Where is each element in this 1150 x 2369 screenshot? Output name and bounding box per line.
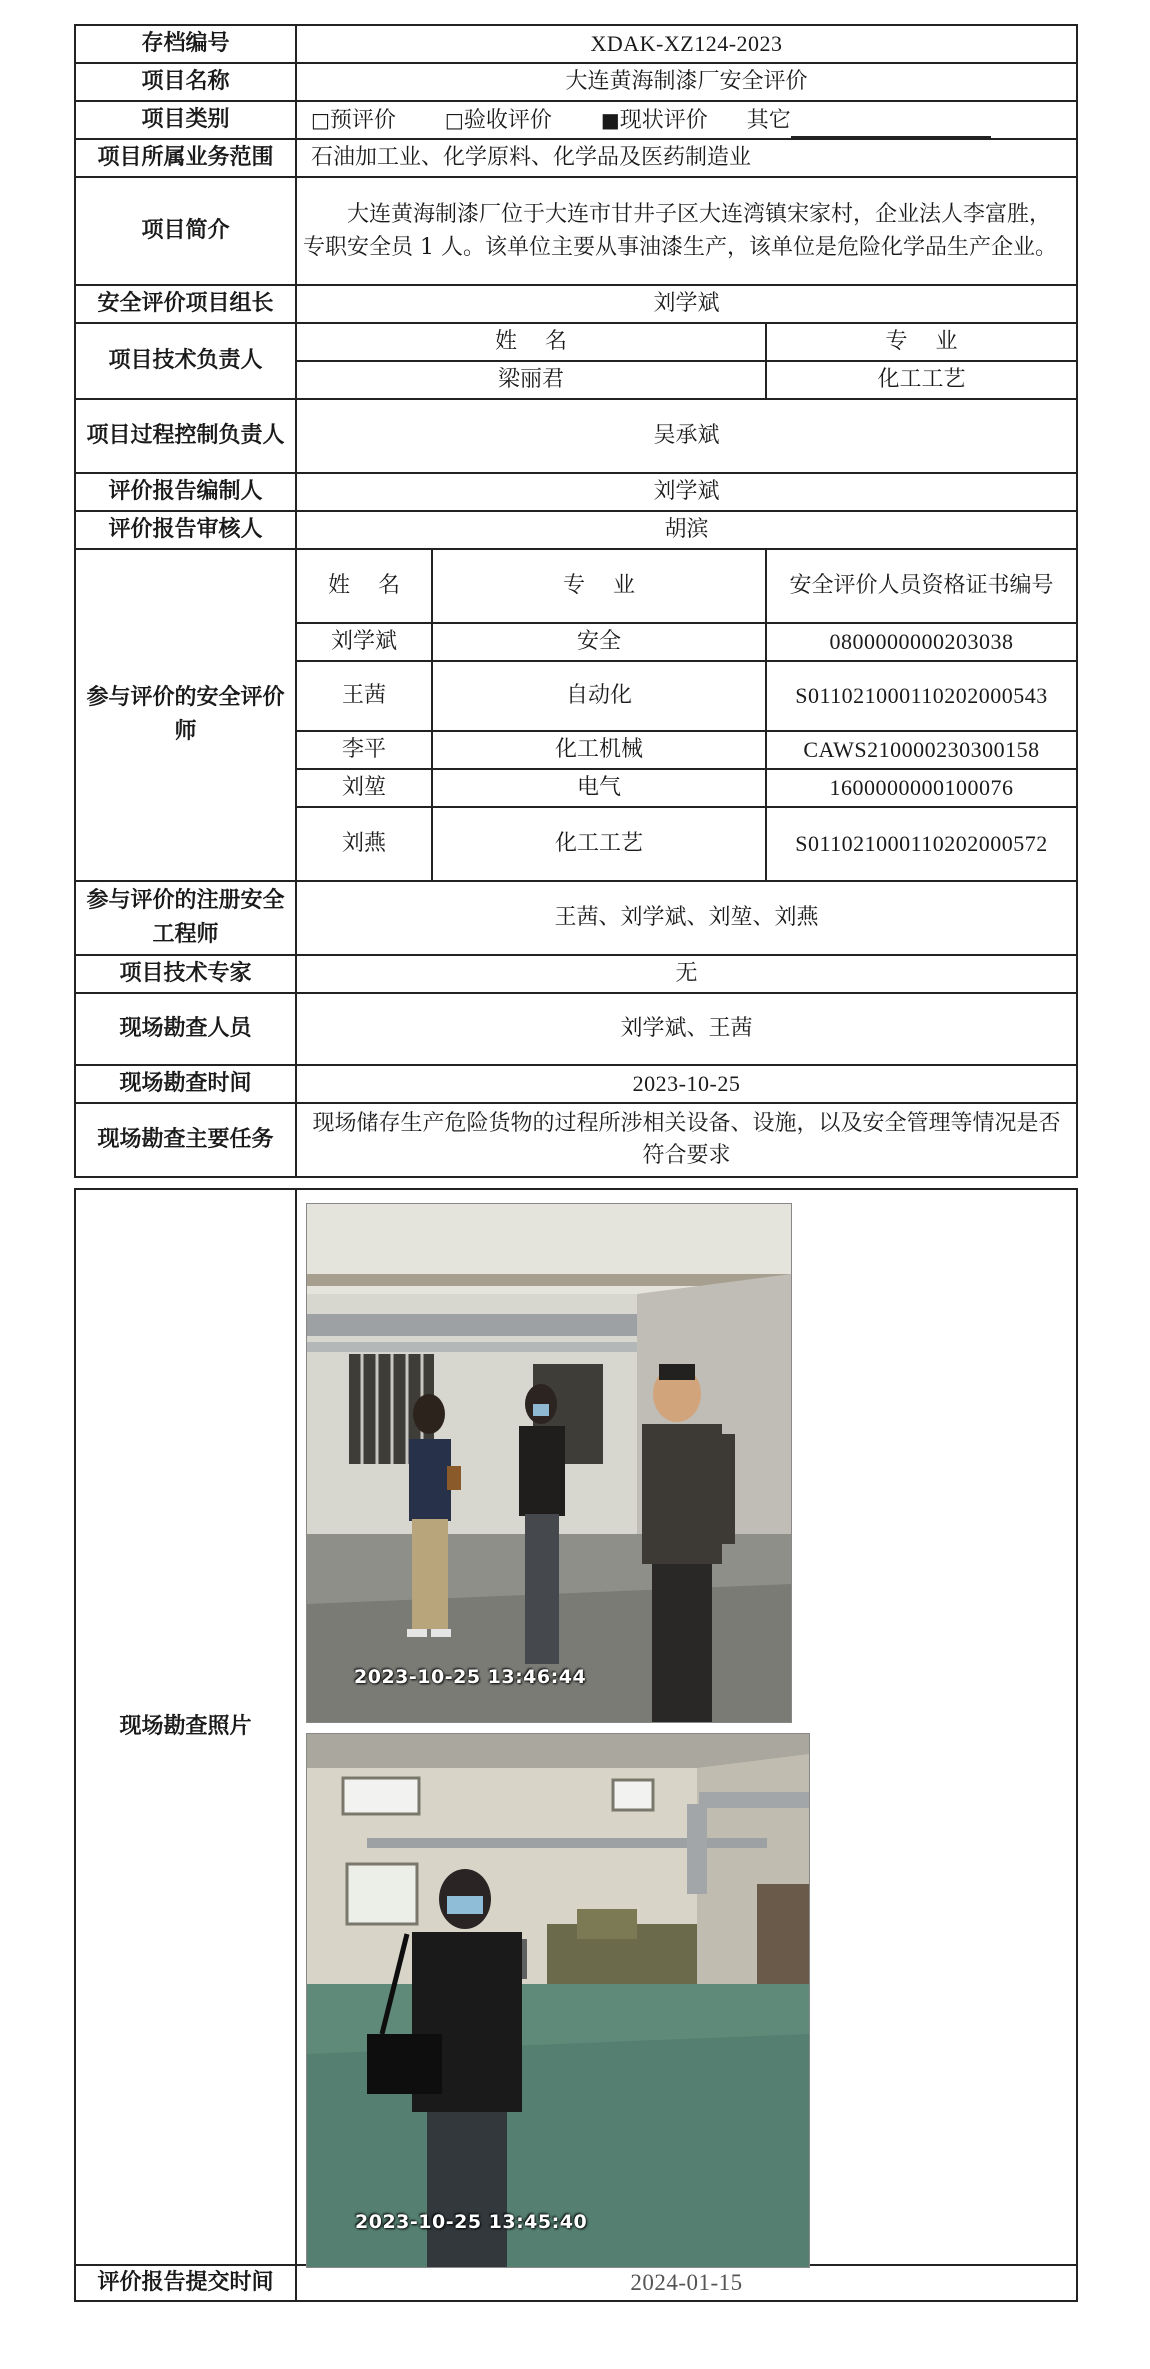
project-name: 大连黄海制漆厂安全评价: [296, 63, 1077, 101]
assessor-name: 刘燕: [296, 807, 432, 881]
reviewer: 胡滨: [296, 511, 1077, 549]
intro: 大连黄海制漆厂位于大连市甘井子区大连湾镇宋家村，企业法人李富胜，专职安全员 1 人。该单位主要从事油漆生产，该单位是危险化学品生产企业。: [296, 177, 1077, 285]
survey-time-label: 现场勘查时间: [75, 1065, 296, 1103]
assessor-major: 化工工艺: [432, 807, 766, 881]
assessor-name: 李平: [296, 731, 432, 769]
scope: 石油加工业、化学原料、化学品及医药制造业: [296, 139, 1077, 177]
leader: 刘学斌: [296, 285, 1077, 323]
assessor-header-major: 专 业: [432, 549, 766, 623]
checkbox-empty-icon: □: [444, 107, 464, 132]
tech-lead-major-header: 专 业: [766, 323, 1077, 361]
submit-date: 2024-01-15: [296, 2265, 1077, 2301]
category-label: 项目类别: [75, 101, 296, 139]
site-photo-1-image: [307, 1204, 791, 1722]
assessor-name: 刘学斌: [296, 623, 432, 661]
survey-time: 2023-10-25: [296, 1065, 1077, 1103]
assessor-cert: 1600000000100076: [766, 769, 1077, 807]
leader-label: 安全评价项目组长: [75, 285, 296, 323]
assessor-major: 安全: [432, 623, 766, 661]
tech-lead-name: 梁丽君: [296, 361, 766, 399]
author-label: 评价报告编制人: [75, 473, 296, 511]
tech-lead-label: 项目技术负责人: [75, 323, 296, 399]
assessor-cert: S011021000110202000543: [766, 661, 1077, 731]
assessor-cert: S011021000110202000572: [766, 807, 1077, 881]
photos-label: 现场勘查照片: [75, 1189, 296, 2265]
assessors-label: 参与评价的安全评价师: [75, 549, 296, 881]
category-options: [296, 101, 1077, 139]
reviewer-label: 评价报告审核人: [75, 511, 296, 549]
assessor-cert: 0800000000203038: [766, 623, 1077, 661]
checkbox-checked-icon: ■: [600, 107, 620, 132]
tech-expert-label: 项目技术专家: [75, 955, 296, 993]
assessor-major: 电气: [432, 769, 766, 807]
project-name-label: 项目名称: [75, 63, 296, 101]
photo-2-timestamp: 2023-10-25 13:45:40: [355, 2211, 588, 2233]
reg-engineers: 王茜、刘学斌、刘堃、刘燕: [296, 881, 1077, 955]
assessor-major: 自动化: [432, 661, 766, 731]
category-option-acceptance: □验收评价: [444, 107, 552, 133]
tech-expert: 无: [296, 955, 1077, 993]
assessor-name: 王茜: [296, 661, 432, 731]
process-ctrl: 吴承斌: [296, 399, 1077, 473]
site-photo-1: [306, 1203, 792, 1723]
assessor-major: 化工机械: [432, 731, 766, 769]
survey-staff-label: 现场勘查人员: [75, 993, 296, 1065]
archive-no: XDAK-XZ124-2023: [296, 25, 1077, 63]
category-option-pre: □预评价: [311, 107, 396, 133]
category-option-current: ■现状评价: [600, 107, 708, 133]
survey-task: 现场储存生产危险货物的过程所涉相关设备、设施，以及安全管理等情况是否符合要求: [296, 1103, 1077, 1177]
assessor-cert: CAWS210000230300158: [766, 731, 1077, 769]
tech-lead-name-header: 姓 名: [296, 323, 766, 361]
category-option-other: 其它: [747, 108, 991, 133]
checkbox-empty-icon: □: [311, 107, 330, 132]
site-photo-2: [306, 1733, 810, 2268]
scope-label: 项目所属业务范围: [75, 139, 296, 177]
submit-label: 评价报告提交时间: [75, 2265, 296, 2301]
intro-label: 项目简介: [75, 177, 296, 285]
process-ctrl-label: 项目过程控制负责人: [75, 399, 296, 473]
survey-staff: 刘学斌、王茜: [296, 993, 1077, 1065]
assessor-name: 刘堃: [296, 769, 432, 807]
reg-engineers-label: 参与评价的注册安全工程师: [75, 881, 296, 955]
author: 刘学斌: [296, 473, 1077, 511]
assessor-header-cert: 安全评价人员资格证书编号: [766, 549, 1077, 623]
other-underline: [791, 112, 991, 138]
site-photo-2-image: [307, 1734, 809, 2267]
tech-lead-major: 化工工艺: [766, 361, 1077, 399]
survey-task-label: 现场勘查主要任务: [75, 1103, 296, 1177]
project-info-table: [74, 24, 1078, 1178]
photo-1-timestamp: 2023-10-25 13:46:44: [354, 1666, 587, 1688]
archive-no-label: 存档编号: [75, 25, 296, 63]
assessor-header-name: 姓 名: [296, 549, 432, 623]
